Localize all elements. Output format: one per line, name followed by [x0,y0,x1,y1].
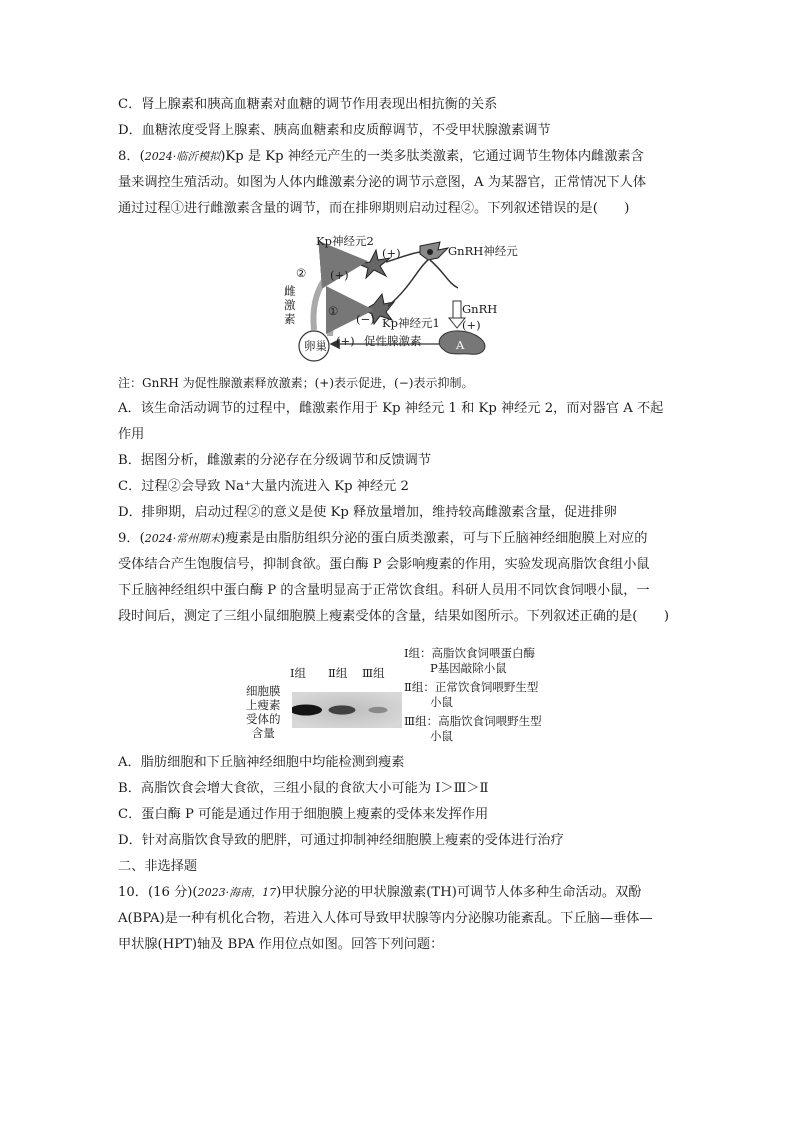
label-part: 含量 [251,726,275,740]
western-blot-figure [246,640,566,746]
blot-band-group-2 [329,705,356,714]
text: 8．( [118,149,145,164]
question-9-line-4: 段时间后，测定了三组小鼠细胞膜上瘦素受体的含量，结果如图所示。下列叙述正确的是( ) [118,609,669,624]
text: 9．( [118,531,145,546]
group-3-label: Ⅲ组 [362,666,385,680]
source-tag: 2023·海南，17 [197,886,277,899]
blot-band-group-3 [369,707,388,713]
option-d-q8: D．排卵期，启动过程②的意义是使 Kp 释放量增加，维持较高雌激素含量，促进排卵 [118,505,617,520]
question-10-line-1 [118,884,678,902]
legend-group-1 [404,646,535,676]
text: )瘦素是由脂肪组织分泌的蛋白质类激素，可与下丘脑神经细胞膜上对应的 [220,531,648,546]
plus-label: (+) [462,318,481,332]
text: )甲状腺分泌的甲状腺激素(TH)可调节人体多种生命活动。双酚 [276,885,642,900]
legend-text: Ⅰ组：高脂饮食饲喂蛋白酶 [404,646,536,660]
blot-image [292,692,402,728]
figure-8-note: 注：GnRH 为促性腺激素释放激素；(+)表示促进，(−)表示抑制。 [118,376,474,390]
legend-group-2 [404,680,538,710]
question-8-line-3: 通过过程①进行雌激素含量的调节，而在排卵期则启动过程②。下列叙述错误的是( ) [118,201,630,216]
option-a-q9: A．脂肪细胞和下丘脑神经细胞中均能检测到瘦素 [118,755,405,770]
text: )Kp 是 Kp 神经元产生的一类多肽类激素，它通过调节生物体内雌激素含 [220,149,644,164]
char: 素 [284,312,296,326]
source-tag: 2024·临沂模拟 [144,150,221,163]
legend-text: Ⅲ组：高脂饮食饲喂野生型 [404,714,542,728]
group-2-label: Ⅱ组 [328,666,348,680]
organ-a-label: A [456,338,465,352]
label-part: 受体的 [246,712,281,726]
label-part: 上瘦素 [246,698,281,712]
process-2-label: ② [296,266,307,280]
process-1-label: ① [328,304,339,318]
ovary-label: 卵巢 [304,339,327,353]
gonadotropin-label: 促性腺激素 [364,334,422,348]
option-b-q8: B．据图分析，雌激素的分泌存在分级调节和反馈调节 [118,453,432,468]
option-b-q9: B．高脂饮食会增大食欲，三组小鼠的食欲大小可能为 Ⅰ＞Ⅲ＞Ⅱ [118,781,489,796]
option-c-q7: C．肾上腺素和胰高血糖素对血糖的调节作用表现出相抗衡的关系 [118,97,498,112]
y-axis-label [246,684,281,740]
option-c-q9: C．蛋白酶 P 可能是通过作用于细胞膜上瘦素的受体来发挥作用 [118,807,489,822]
question-8-line-2: 量来调控生殖活动。如图为人体内雌激素分泌的调节示意图，A 为某器官，正常情况下人体 [118,175,647,190]
label-part: 细胞膜 [246,684,281,698]
char: 雌 [284,284,296,298]
minus-label: (−) [356,312,375,326]
plus-label: (+) [382,246,401,260]
plus-label: (+) [336,334,355,348]
source-tag: 2024·常州期末 [144,532,221,545]
hormone-regulation-diagram [270,228,540,363]
question-10-line-2: A(BPA)是一种有机化合物，若进入人体可导致甲状腺等内分泌腺功能紊乱。下丘脑—垂体— [118,911,653,926]
option-d-q7: D．血糖浓度受肾上腺素、胰高血糖素和皮质醇调节，不受甲状腺激素调节 [118,123,551,138]
option-d-q9: D．针对高脂饮食导致的肥胖，可通过抑制神经细胞膜上瘦素的受体进行治疗 [118,833,564,848]
group-1-label: Ⅰ组 [290,666,307,680]
question-10-line-3: 甲状腺(HPT)轴及 BPA 作用位点如图。回答下列问题： [118,937,444,952]
section-heading: 二、非选择题 [118,859,198,874]
question-8-line-1 [118,148,678,166]
estrogen-label [284,284,296,326]
question-9-line-1 [118,530,678,548]
char: 激 [284,298,296,312]
kp-neuron-2-label: Kp神经元2 [316,234,374,248]
legend-group-3 [404,714,542,744]
text: 10．(16 分)( [118,885,198,900]
plus-label: (+) [330,268,349,282]
kp-neuron-1-label: Kp神经元1 [382,316,440,330]
option-a-q8-line-2: 作用 [118,427,145,442]
gnrh-neuron-label: GnRH神经元 [448,244,518,258]
option-a-q8-line-1: A．该生命活动调节的过程中，雌激素作用于 Kp 神经元 1 和 Kp 神经元 2，而对器官 A 不起 [118,401,664,416]
legend-text: 小鼠 [430,729,453,743]
legend-text: P基因敲除小鼠 [430,661,507,675]
legend-text: Ⅱ组：正常饮食饲喂野生型 [404,680,539,694]
question-9-line-3: 下丘脑神经组织中蛋白酶 P 的含量明显高于正常饮食组。科研人员用不同饮食饲喂小鼠，一 [118,583,650,598]
question-9-line-2: 受体结合产生饱腹信号，抑制食欲。蛋白酶 P 会影响瘦素的作用，实验发现高脂饮食组小鼠 [118,557,650,572]
gnrh-label: GnRH [462,302,498,316]
option-c-q8: C．过程②会导致 Na⁺大量内流进入 Kp 神经元 2 [118,479,409,494]
legend-text: 小鼠 [430,695,453,709]
